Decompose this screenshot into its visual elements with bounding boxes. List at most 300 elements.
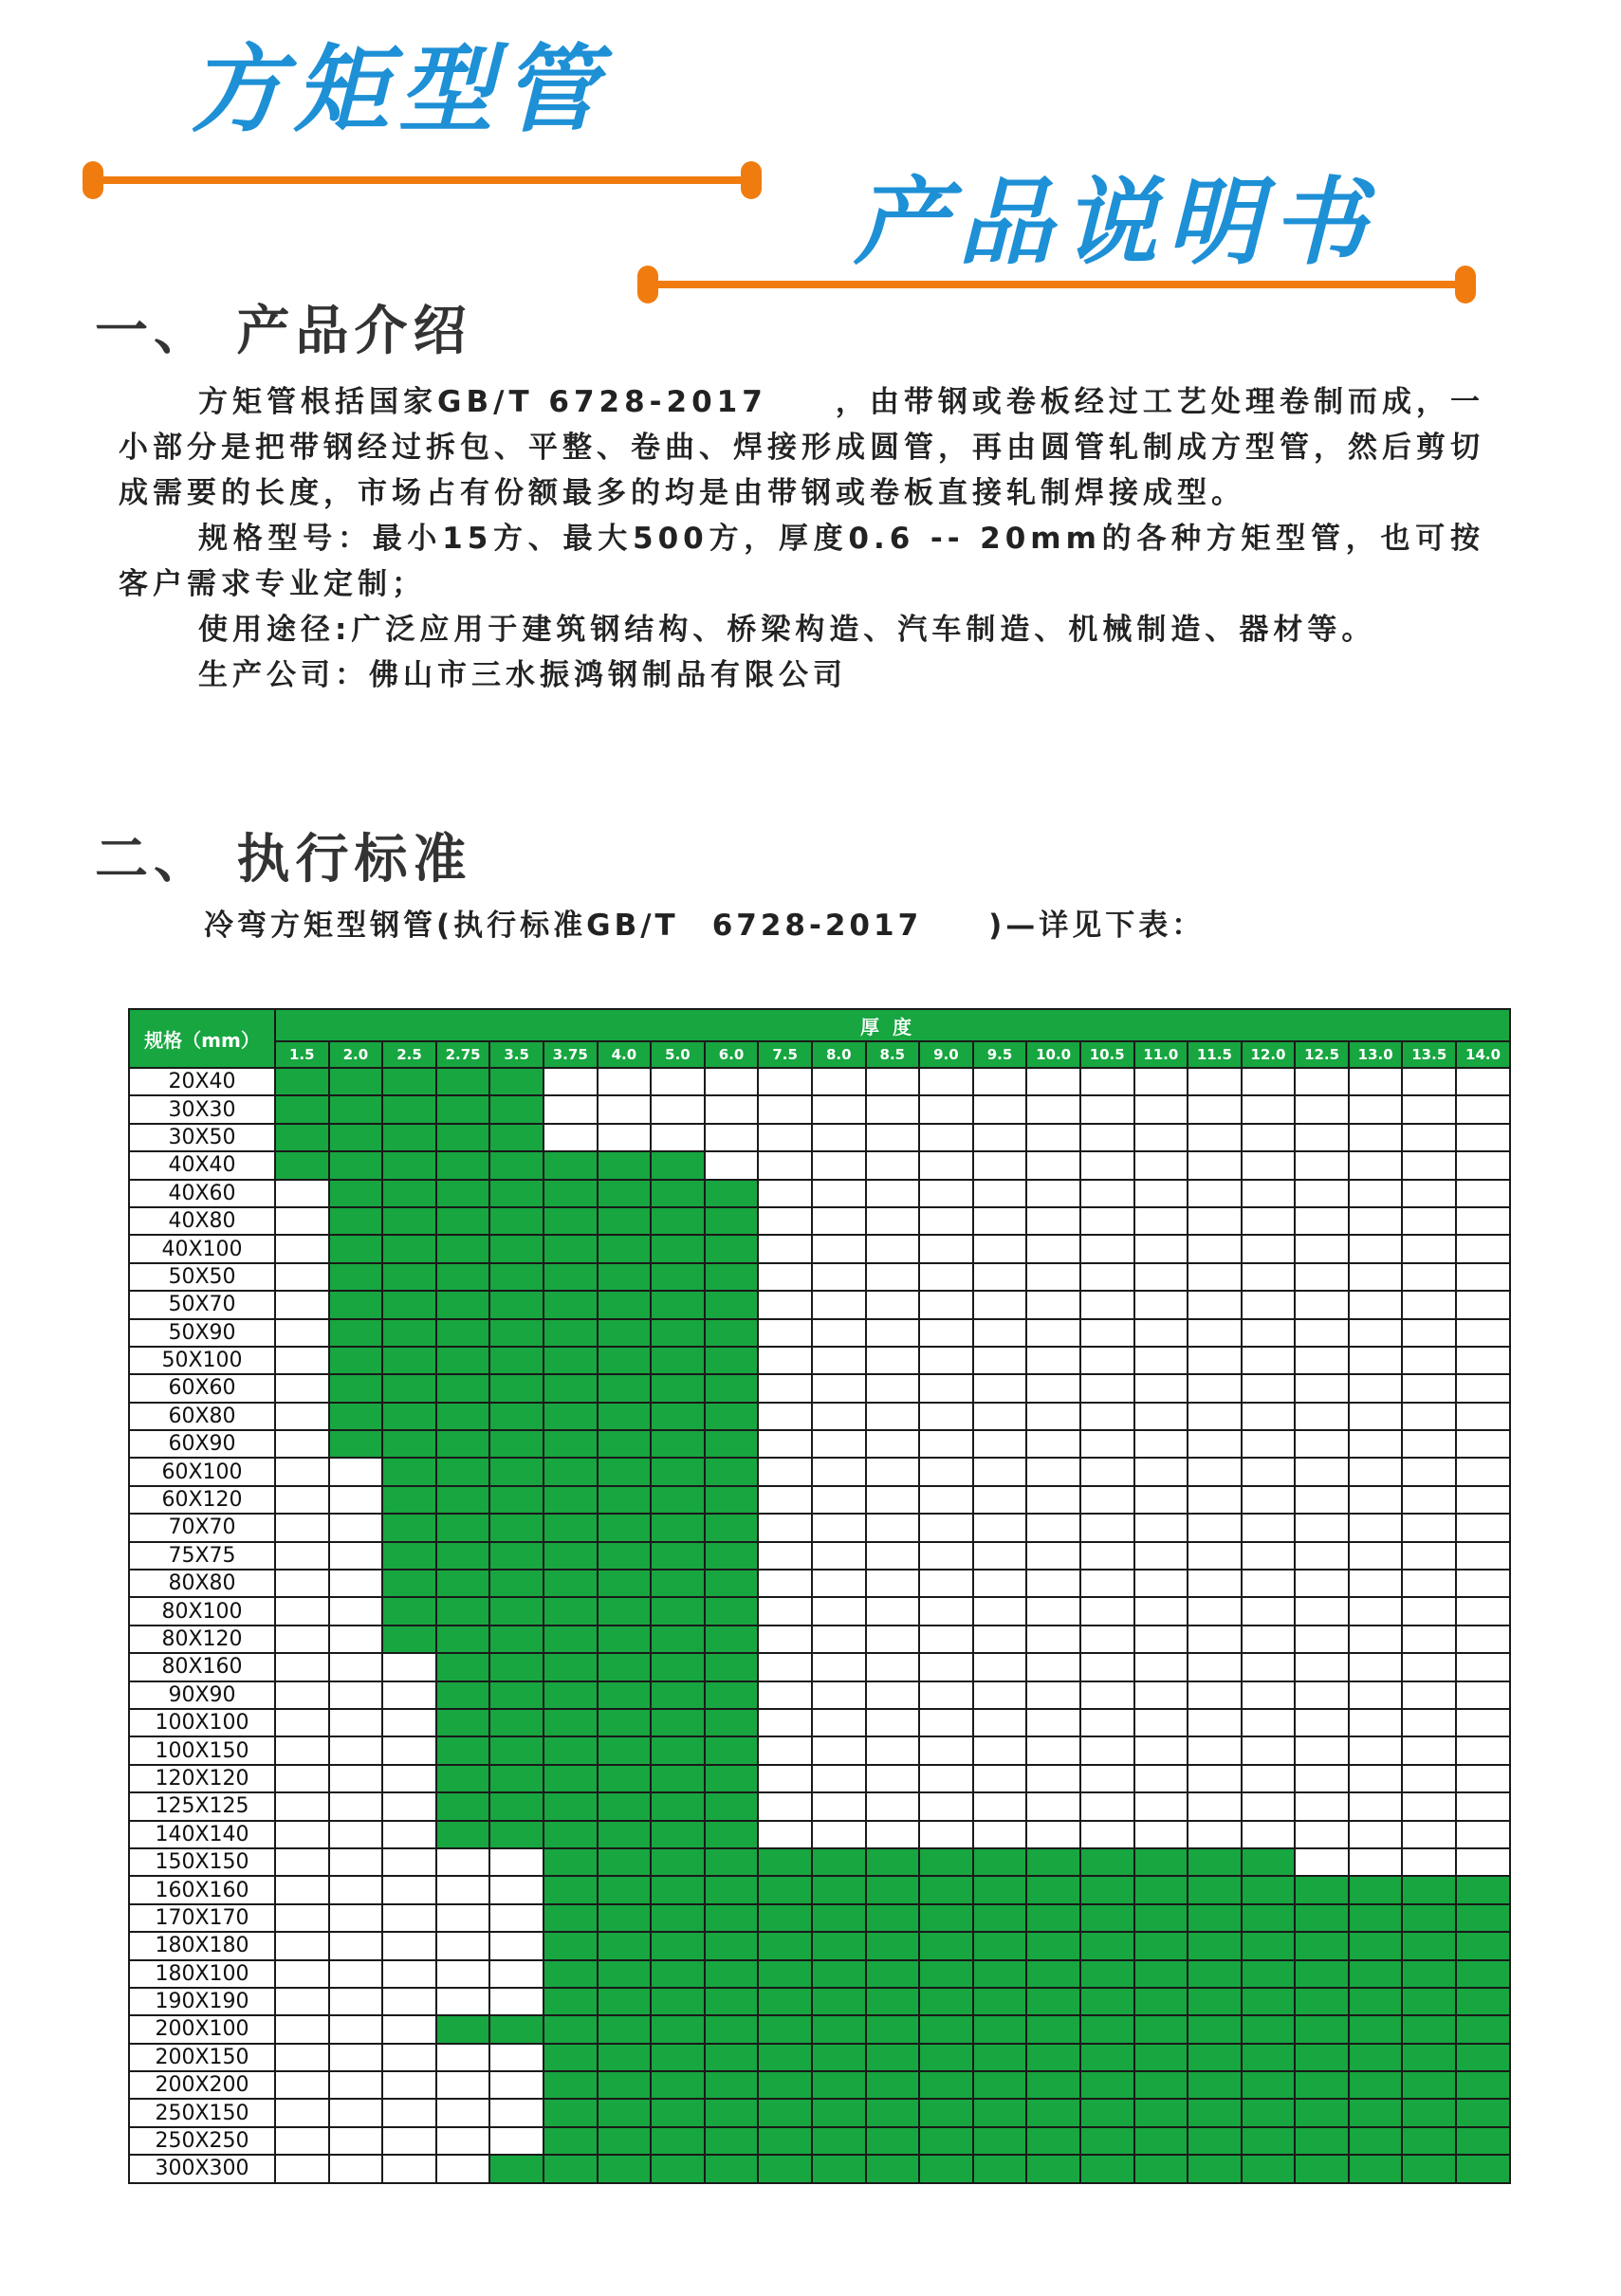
unavailable-cell — [973, 1263, 1027, 1291]
available-cell — [1295, 1904, 1349, 1932]
available-cell — [1295, 2155, 1349, 2182]
available-cell — [705, 1932, 759, 1959]
unavailable-cell — [1080, 1821, 1134, 1848]
available-cell — [758, 2155, 812, 2182]
unavailable-cell — [1295, 1486, 1349, 1514]
unavailable-cell — [758, 1095, 812, 1123]
spec-cell: 100X150 — [129, 1736, 275, 1764]
unavailable-cell — [866, 1151, 920, 1179]
unavailable-cell — [1188, 1792, 1242, 1820]
unavailable-cell — [1295, 1542, 1349, 1570]
unavailable-cell — [1295, 1821, 1349, 1848]
unavailable-cell — [1026, 1319, 1080, 1347]
available-cell — [705, 1403, 759, 1430]
unavailable-cell — [973, 1347, 1027, 1374]
unavailable-cell — [329, 2155, 383, 2182]
unavailable-cell — [489, 2099, 543, 2126]
unavailable-cell — [275, 2127, 329, 2155]
unavailable-cell — [1456, 1821, 1510, 1848]
available-cell — [436, 2015, 490, 2043]
available-cell — [758, 2044, 812, 2071]
unavailable-cell — [1402, 1848, 1456, 1876]
unavailable-cell — [275, 1542, 329, 1570]
available-cell — [1080, 1848, 1134, 1876]
table-row — [129, 1263, 1510, 1291]
unavailable-cell — [812, 1207, 866, 1235]
available-cell — [543, 1736, 598, 1764]
unavailable-cell — [758, 1151, 812, 1179]
available-cell — [489, 2155, 543, 2182]
unavailable-cell — [382, 1792, 436, 1820]
table-row — [129, 1988, 1510, 2015]
unavailable-cell — [1242, 1736, 1296, 1764]
available-cell — [1295, 2099, 1349, 2126]
available-cell — [598, 1821, 652, 1848]
available-cell — [812, 1932, 866, 1959]
available-cell — [382, 1514, 436, 1541]
available-cell — [598, 1207, 652, 1235]
unavailable-cell — [382, 2071, 436, 2099]
unavailable-cell — [1456, 1374, 1510, 1402]
available-cell — [705, 1180, 759, 1207]
unavailable-cell — [919, 1709, 973, 1736]
unavailable-cell — [329, 1848, 383, 1876]
unavailable-cell — [1456, 1597, 1510, 1625]
unavailable-cell — [973, 1068, 1027, 1095]
unavailable-cell — [436, 1904, 490, 1932]
unavailable-cell — [1026, 1291, 1080, 1318]
available-cell — [543, 1681, 598, 1709]
available-cell — [598, 2071, 652, 2099]
available-cell — [598, 1597, 652, 1625]
available-cell — [598, 1374, 652, 1402]
unavailable-cell — [1295, 1653, 1349, 1681]
available-cell — [436, 1095, 490, 1123]
available-cell — [919, 2071, 973, 2099]
unavailable-cell — [598, 1124, 652, 1151]
unavailable-cell — [1242, 1403, 1296, 1430]
unavailable-cell — [1080, 1124, 1134, 1151]
title-sub: 产品说明书 — [854, 167, 1375, 278]
unavailable-cell — [1188, 1570, 1242, 1597]
available-cell — [329, 1430, 383, 1458]
unavailable-cell — [329, 1821, 383, 1848]
available-cell — [489, 1626, 543, 1653]
available-cell — [812, 2099, 866, 2126]
thickness-column-header: 10.5 — [1080, 1041, 1134, 1068]
available-cell — [543, 1151, 598, 1179]
available-cell — [275, 1068, 329, 1095]
available-cell — [758, 2071, 812, 2099]
available-cell — [329, 1263, 383, 1291]
unavailable-cell — [1402, 1403, 1456, 1430]
available-cell — [651, 2155, 705, 2182]
unavailable-cell — [1402, 1653, 1456, 1681]
available-cell — [1188, 1848, 1242, 1876]
unavailable-cell — [812, 1626, 866, 1653]
unavailable-cell — [1456, 1626, 1510, 1653]
unavailable-cell — [1188, 1486, 1242, 1514]
unavailable-cell — [436, 2155, 490, 2182]
available-cell — [382, 1542, 436, 1570]
available-cell — [1080, 2099, 1134, 2126]
available-cell — [543, 1207, 598, 1235]
available-cell — [651, 1347, 705, 1374]
table-row — [129, 1792, 1510, 1820]
unavailable-cell — [1134, 1180, 1188, 1207]
available-cell — [651, 1570, 705, 1597]
available-cell — [758, 2015, 812, 2043]
available-cell — [598, 1151, 652, 1179]
unavailable-cell — [705, 1068, 759, 1095]
unavailable-cell — [1080, 1430, 1134, 1458]
unavailable-cell — [919, 1458, 973, 1485]
unavailable-cell — [1242, 1319, 1296, 1347]
available-cell — [1295, 2015, 1349, 2043]
available-cell — [758, 1848, 812, 1876]
unavailable-cell — [973, 1124, 1027, 1151]
available-cell — [598, 1430, 652, 1458]
unavailable-cell — [1295, 1626, 1349, 1653]
unavailable-cell — [1026, 1207, 1080, 1235]
available-cell — [436, 1180, 490, 1207]
unavailable-cell — [382, 2155, 436, 2182]
available-cell — [598, 2015, 652, 2043]
unavailable-cell — [919, 1263, 973, 1291]
available-cell — [436, 1374, 490, 1402]
available-cell — [866, 1904, 920, 1932]
available-cell — [1026, 2155, 1080, 2182]
available-cell — [382, 1458, 436, 1485]
available-cell — [1134, 2099, 1188, 2126]
spec-cell: 100X100 — [129, 1709, 275, 1736]
unavailable-cell — [758, 1124, 812, 1151]
spec-cell: 50X70 — [129, 1291, 275, 1318]
unavailable-cell — [382, 1765, 436, 1792]
available-cell — [651, 1263, 705, 1291]
unavailable-cell — [812, 1486, 866, 1514]
available-cell — [1456, 2099, 1510, 2126]
unavailable-cell — [1080, 1347, 1134, 1374]
unavailable-cell — [1349, 1792, 1403, 1820]
unavailable-cell — [1242, 1263, 1296, 1291]
available-cell — [1188, 1960, 1242, 1988]
available-cell — [598, 1904, 652, 1932]
unavailable-cell — [329, 2071, 383, 2099]
spec-cell: 40X80 — [129, 1207, 275, 1235]
available-cell — [1242, 1988, 1296, 2015]
unavailable-cell — [1456, 1653, 1510, 1681]
available-cell — [1456, 2015, 1510, 2043]
available-cell — [705, 1291, 759, 1318]
table-row — [129, 1904, 1510, 1932]
unavailable-cell — [1134, 1626, 1188, 1653]
unavailable-cell — [705, 1124, 759, 1151]
unavailable-cell — [489, 1876, 543, 1903]
spec-cell: 20X40 — [129, 1068, 275, 1095]
available-cell — [1295, 1960, 1349, 1988]
unavailable-cell — [1188, 1319, 1242, 1347]
available-cell — [973, 2044, 1027, 2071]
unavailable-cell — [1295, 1765, 1349, 1792]
unavailable-cell — [275, 1681, 329, 1709]
available-cell — [489, 1068, 543, 1095]
available-cell — [705, 1904, 759, 1932]
available-cell — [329, 1291, 383, 1318]
unavailable-cell — [919, 1207, 973, 1235]
available-cell — [598, 1626, 652, 1653]
unavailable-cell — [1242, 1207, 1296, 1235]
available-cell — [1242, 1904, 1296, 1932]
unavailable-cell — [1349, 1458, 1403, 1485]
available-cell — [436, 1430, 490, 1458]
available-cell — [919, 2127, 973, 2155]
unavailable-cell — [919, 1068, 973, 1095]
unavailable-cell — [651, 1068, 705, 1095]
available-cell — [705, 1597, 759, 1625]
available-cell — [866, 2071, 920, 2099]
table-row — [129, 1597, 1510, 1625]
available-cell — [866, 2155, 920, 2182]
unavailable-cell — [1456, 1151, 1510, 1179]
unavailable-cell — [275, 2044, 329, 2071]
unavailable-cell — [812, 1736, 866, 1764]
available-cell — [651, 1207, 705, 1235]
unavailable-cell — [866, 1597, 920, 1625]
unavailable-cell — [973, 1291, 1027, 1318]
spec-cell: 140X140 — [129, 1821, 275, 1848]
available-cell — [1295, 1988, 1349, 2015]
unavailable-cell — [866, 1821, 920, 1848]
available-cell — [489, 1430, 543, 1458]
unavailable-cell — [1188, 1626, 1242, 1653]
unavailable-cell — [866, 1458, 920, 1485]
available-cell — [329, 1403, 383, 1430]
unavailable-cell — [329, 1597, 383, 1625]
unavailable-cell — [919, 1570, 973, 1597]
unavailable-cell — [973, 1626, 1027, 1653]
unavailable-cell — [866, 1570, 920, 1597]
unavailable-cell — [812, 1570, 866, 1597]
available-cell — [489, 1570, 543, 1597]
unavailable-cell — [275, 1403, 329, 1430]
unavailable-cell — [1134, 1347, 1188, 1374]
spec-cell: 190X190 — [129, 1988, 275, 2015]
available-cell — [382, 1068, 436, 1095]
unavailable-cell — [382, 1848, 436, 1876]
available-cell — [1402, 2099, 1456, 2126]
unavailable-cell — [329, 2015, 383, 2043]
spec-cell: 30X50 — [129, 1124, 275, 1151]
available-cell — [543, 1486, 598, 1514]
unavailable-cell — [1026, 1653, 1080, 1681]
unavailable-cell — [436, 1960, 490, 1988]
unavailable-cell — [329, 2044, 383, 2071]
unavailable-cell — [812, 1542, 866, 1570]
unavailable-cell — [275, 1430, 329, 1458]
table-row — [129, 1235, 1510, 1262]
unavailable-cell — [1134, 1458, 1188, 1485]
unavailable-cell — [1188, 1291, 1242, 1318]
unavailable-cell — [1456, 1458, 1510, 1485]
unavailable-cell — [329, 1876, 383, 1903]
available-cell — [1456, 1904, 1510, 1932]
unavailable-cell — [1402, 1709, 1456, 1736]
table-row — [129, 1486, 1510, 1514]
unavailable-cell — [1402, 1458, 1456, 1485]
spec-cell: 120X120 — [129, 1765, 275, 1792]
table-row — [129, 1960, 1510, 1988]
unavailable-cell — [1242, 1597, 1296, 1625]
unavailable-cell — [1080, 1765, 1134, 1792]
unavailable-cell — [1242, 1653, 1296, 1681]
available-cell — [1349, 2015, 1403, 2043]
available-cell — [705, 1207, 759, 1235]
available-cell — [436, 1319, 490, 1347]
unavailable-cell — [1188, 1374, 1242, 1402]
unavailable-cell — [758, 1542, 812, 1570]
unavailable-cell — [1080, 1486, 1134, 1514]
spec-cell: 180X100 — [129, 1960, 275, 1988]
available-cell — [489, 1458, 543, 1485]
unavailable-cell — [1026, 1458, 1080, 1485]
unavailable-cell — [758, 1068, 812, 1095]
available-cell — [436, 1207, 490, 1235]
unavailable-cell — [1402, 1124, 1456, 1151]
unavailable-cell — [382, 1876, 436, 1903]
unavailable-cell — [275, 1597, 329, 1625]
available-cell — [543, 1960, 598, 1988]
available-cell — [382, 1151, 436, 1179]
available-cell — [382, 1347, 436, 1374]
available-cell — [812, 2071, 866, 2099]
unavailable-cell — [1295, 1068, 1349, 1095]
unavailable-cell — [489, 1848, 543, 1876]
unavailable-cell — [1026, 1151, 1080, 1179]
unavailable-cell — [382, 1709, 436, 1736]
unavailable-cell — [1026, 1124, 1080, 1151]
spec-cell: 200X100 — [129, 2015, 275, 2043]
unavailable-cell — [1349, 1347, 1403, 1374]
unavailable-cell — [866, 1765, 920, 1792]
available-cell — [1242, 1876, 1296, 1903]
spec-cell: 170X170 — [129, 1904, 275, 1932]
table-row — [129, 2015, 1510, 2043]
unavailable-cell — [275, 1263, 329, 1291]
spec-cell: 90X90 — [129, 1681, 275, 1709]
unavailable-cell — [1026, 1403, 1080, 1430]
table-row — [129, 1207, 1510, 1235]
available-cell — [919, 1960, 973, 1988]
title-rule-bottom — [645, 281, 1468, 288]
available-cell — [598, 2044, 652, 2071]
available-cell — [436, 1124, 490, 1151]
unavailable-cell — [866, 1180, 920, 1207]
available-cell — [651, 1653, 705, 1681]
available-cell — [598, 1932, 652, 1959]
available-cell — [275, 1095, 329, 1123]
available-cell — [543, 2015, 598, 2043]
available-cell — [1402, 1932, 1456, 1959]
unavailable-cell — [866, 1792, 920, 1820]
available-cell — [1188, 2015, 1242, 2043]
unavailable-cell — [1402, 1291, 1456, 1318]
available-cell — [705, 1514, 759, 1541]
spec-cell: 160X160 — [129, 1876, 275, 1903]
unavailable-cell — [1080, 1458, 1134, 1485]
unavailable-cell — [1242, 1347, 1296, 1374]
available-cell — [705, 1848, 759, 1876]
spec-cell: 50X50 — [129, 1263, 275, 1291]
available-cell — [705, 1347, 759, 1374]
unavailable-cell — [1188, 1821, 1242, 1848]
available-cell — [919, 1932, 973, 1959]
unavailable-cell — [1295, 1124, 1349, 1151]
table-row — [129, 1095, 1510, 1123]
table-row — [129, 1180, 1510, 1207]
available-cell — [489, 1597, 543, 1625]
unavailable-cell — [1134, 1095, 1188, 1123]
thickness-column-header: 2.0 — [329, 1041, 383, 1068]
available-cell — [1188, 1988, 1242, 2015]
available-cell — [1402, 1904, 1456, 1932]
unavailable-cell — [866, 1653, 920, 1681]
unavailable-cell — [1295, 1792, 1349, 1820]
unavailable-cell — [275, 1988, 329, 2015]
available-cell — [543, 1904, 598, 1932]
unavailable-cell — [1402, 1681, 1456, 1709]
available-cell — [1242, 1960, 1296, 1988]
available-cell — [543, 1458, 598, 1485]
spec-cell: 150X150 — [129, 1848, 275, 1876]
unavailable-cell — [1080, 1068, 1134, 1095]
available-cell — [1456, 2155, 1510, 2182]
thickness-column-header: 9.5 — [973, 1041, 1027, 1068]
unavailable-cell — [919, 1821, 973, 1848]
thickness-column-header: 10.0 — [1026, 1041, 1080, 1068]
unavailable-cell — [489, 2127, 543, 2155]
available-cell — [705, 2044, 759, 2071]
unavailable-cell — [1242, 1124, 1296, 1151]
available-cell — [436, 1542, 490, 1570]
spec-cell: 250X250 — [129, 2127, 275, 2155]
available-cell — [329, 1095, 383, 1123]
thickness-column-header: 11.5 — [1188, 1041, 1242, 1068]
available-cell — [382, 1374, 436, 1402]
unavailable-cell — [758, 1570, 812, 1597]
unavailable-cell — [973, 1792, 1027, 1820]
available-cell — [598, 1458, 652, 1485]
available-cell — [1402, 1988, 1456, 2015]
unavailable-cell — [758, 1821, 812, 1848]
unavailable-cell — [1242, 1821, 1296, 1848]
available-cell — [973, 2071, 1027, 2099]
available-cell — [489, 1319, 543, 1347]
table-row — [129, 1848, 1510, 1876]
unavailable-cell — [919, 1235, 973, 1262]
unavailable-cell — [919, 1151, 973, 1179]
available-cell — [919, 2015, 973, 2043]
available-cell — [758, 1988, 812, 2015]
unavailable-cell — [705, 1095, 759, 1123]
unavailable-cell — [275, 1235, 329, 1262]
unavailable-cell — [1080, 1653, 1134, 1681]
unavailable-cell — [1080, 1291, 1134, 1318]
unavailable-cell — [1188, 1765, 1242, 1792]
available-cell — [543, 2071, 598, 2099]
unavailable-cell — [1349, 1542, 1403, 1570]
available-cell — [543, 1347, 598, 1374]
